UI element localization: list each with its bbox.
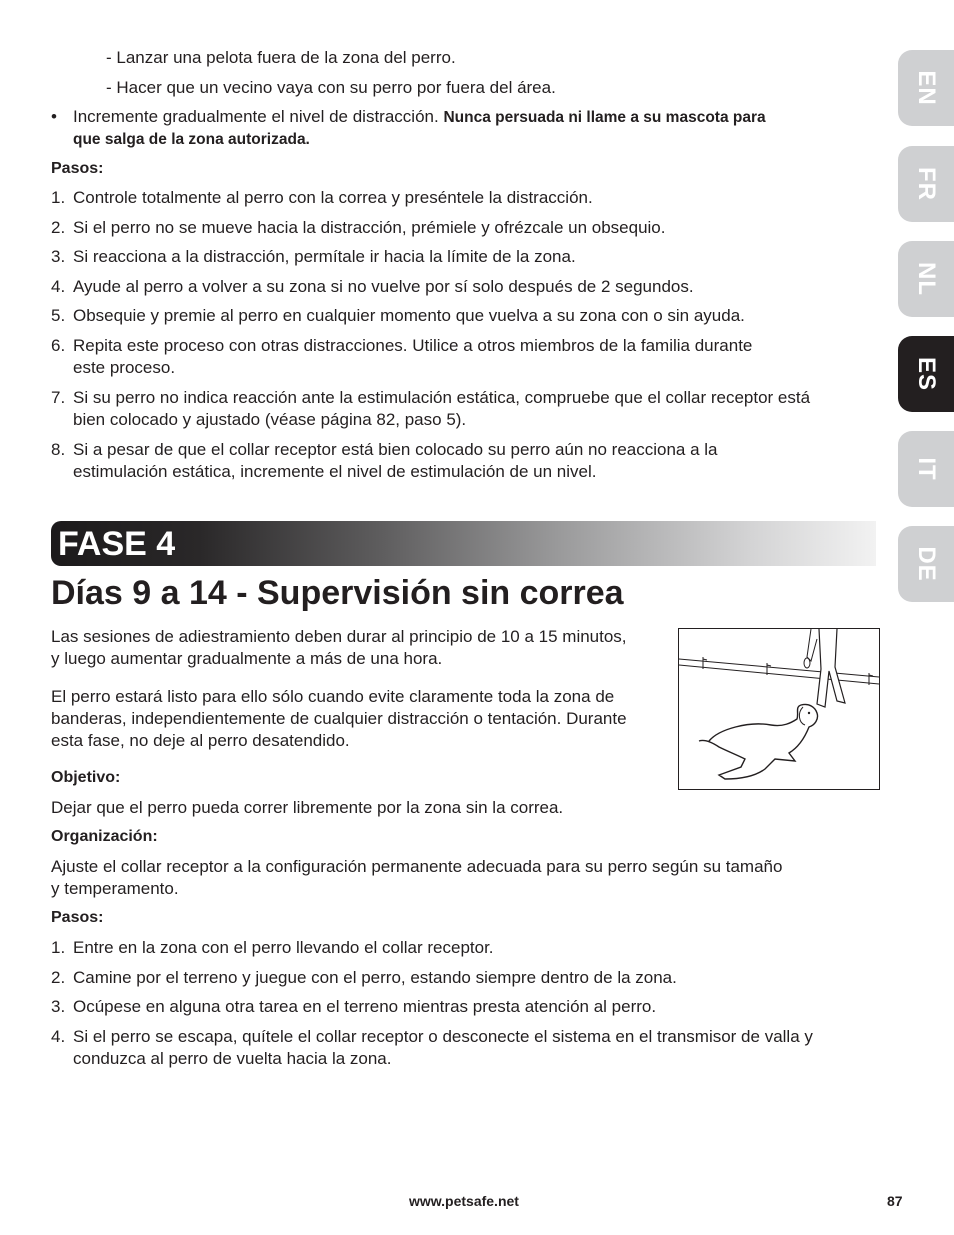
step-text-continued: conduzca al perro de vuelta hacia la zona. [73, 1049, 392, 1068]
bullet-paragraph [73, 106, 766, 129]
bullet-dot: • [51, 107, 57, 126]
step-number: 1. [51, 938, 66, 957]
step-text-continued: estimulación estática, incremente el nivel de estimulación de un nivel. [73, 462, 597, 481]
step-number: 2. [51, 218, 66, 237]
steps-heading: Pasos: [51, 909, 104, 926]
tab-nl[interactable] [898, 241, 954, 317]
tab-it[interactable] [898, 431, 954, 507]
step-number: 1. [51, 188, 66, 207]
list-item [51, 1026, 881, 1070]
footer-url[interactable]: www.petsafe.net [409, 1193, 519, 1209]
list-item [51, 996, 881, 1018]
step-text-continued: este proceso. [73, 358, 176, 377]
step-text: Si el perro se escapa, quítele el collar receptor o desconecte el sistema en el transmisor de valla y [73, 1027, 813, 1046]
bullet-warning-2: que salga de la zona autorizada. [73, 131, 310, 148]
bullet-warning-1: Nunca persuada ni llame a su mascota para [443, 109, 766, 126]
paragraph-line: banderas, independientemente de cualquier distracción o tentación. Durante [51, 709, 627, 728]
step-text: Entre en la zona con el perro llevando el collar receptor. [73, 938, 494, 957]
step-number: 4. [51, 277, 66, 296]
tab-nl-label: NL [913, 262, 940, 296]
step-number: 3. [51, 997, 66, 1016]
step-text: Obsequie y premie al perro en cualquier momento que vuelva a su zona con o sin ayuda. [73, 306, 745, 325]
step-number: 7. [51, 388, 66, 407]
list-item [51, 439, 881, 483]
step-text: Controle totalmente al perro con la correa y preséntele la distracción. [73, 188, 593, 207]
list-item [51, 305, 881, 327]
step-text: Ocúpese en alguna otra tarea en el terreno mientras presta atención al perro. [73, 997, 657, 1016]
step-text: Si su perro no indica reacción ante la estimulación estática, compruebe que el collar receptor está [73, 388, 811, 407]
tab-de-label: DE [913, 546, 940, 582]
phase-banner-label: FASE 4 [58, 525, 176, 563]
step-text: Si a pesar de que el collar receptor está bien colocado su perro aún no reacciona a la [73, 440, 718, 459]
list-item [51, 187, 881, 209]
tab-en[interactable] [898, 50, 954, 126]
tab-de[interactable] [898, 526, 954, 602]
list-item [51, 387, 881, 431]
objective-text: Dejar que el perro pueda correr libremente por la zona sin la correa. [51, 798, 564, 817]
page-number: 87 [887, 1193, 903, 1209]
paragraph-line: Las sesiones de adiestramiento deben durar al principio de 10 a 15 minutos, [51, 627, 627, 646]
step-number: 5. [51, 306, 66, 325]
list-item [51, 937, 881, 959]
step-text: Ayude al perro a volver a su zona si no vuelve por sí solo después de 2 segundos. [73, 277, 694, 296]
step-text: Repita este proceso con otras distracciones. Utilice a otros miembros de la familia durante [73, 336, 753, 355]
tab-es-label: ES [913, 356, 940, 392]
step-number: 4. [51, 1027, 66, 1046]
page-title: Días 9 a 14 - Supervisión sin correa [51, 574, 624, 612]
step-text: Camine por el terreno y juegue con el perro, estando siempre dentro de la zona. [73, 968, 677, 987]
paragraph-line: esta fase, no deje al perro desatendido. [51, 731, 350, 750]
step-number: 2. [51, 968, 66, 987]
list-item [51, 335, 881, 379]
objective-heading: Objetivo: [51, 769, 121, 786]
organization-heading: Organización: [51, 828, 158, 845]
phase-banner [51, 521, 876, 566]
list-item [51, 276, 881, 298]
dog-running-illustration [678, 628, 880, 790]
dog-and-owner-drawing [679, 629, 879, 789]
tab-en-label: EN [913, 70, 940, 106]
distraction-example-ball: - Lanzar una pelota fuera de la zona del perro. [106, 48, 456, 67]
paragraph-line: El perro estará listo para ello sólo cuando evite claramente toda la zona de [51, 687, 615, 706]
tab-fr-label: FR [913, 167, 940, 201]
step-number: 3. [51, 247, 66, 266]
tab-fr[interactable] [898, 146, 954, 222]
step-number: 8. [51, 440, 66, 459]
step-text: Si reacciona a la distracción, permítale ir hacia la límite de la zona. [73, 247, 576, 266]
step-text: Si el perro no se mueve hacia la distracción, prémiele y ofrézcale un obsequio. [73, 218, 666, 237]
step-text-continued: bien colocado y ajustado (véase página 82, paso 5). [73, 410, 467, 429]
organization-text-continued: y temperamento. [51, 879, 179, 898]
distraction-example-neighbor: - Hacer que un vecino vaya con su perro por fuera del área. [106, 78, 556, 97]
paragraph-line: y luego aumentar gradualmente a más de una hora. [51, 649, 443, 668]
organization-text: Ajuste el collar receptor a la configuración permanente adecuada para su perro según su tamaño [51, 857, 783, 876]
list-item [51, 217, 881, 239]
list-item [51, 246, 881, 268]
tab-es[interactable] [898, 336, 954, 412]
bullet-text: Incremente gradualmente el nivel de distracción. [73, 107, 444, 126]
steps-heading: Pasos: [51, 160, 104, 177]
list-item [51, 967, 881, 989]
step-number: 6. [51, 336, 66, 355]
tab-it-label: IT [913, 457, 940, 481]
